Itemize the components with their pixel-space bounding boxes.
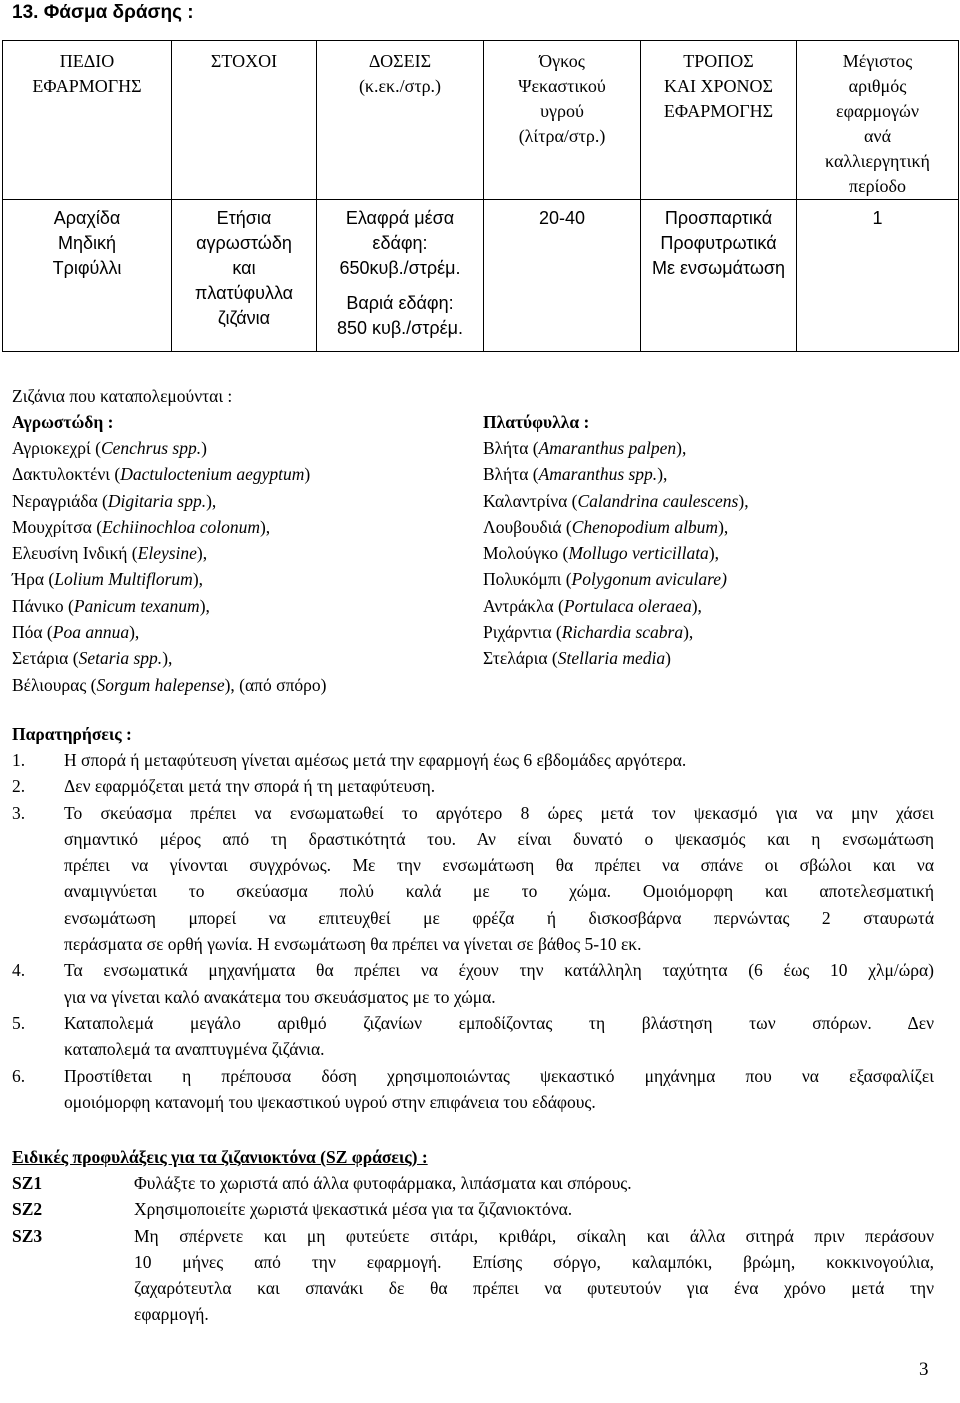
weed-common-name: Ριχάρντια ( <box>483 622 562 643</box>
weed-common-name: Πολυκόμπι ( <box>483 569 572 590</box>
weed-suffix: ), <box>199 595 210 616</box>
remarks-title: Παρατηρήσεις : <box>12 724 132 744</box>
weed-common-name: Στελάρια ( <box>483 648 558 669</box>
weed-latin-name: Lolium Multiflorum <box>54 569 193 590</box>
weed-latin-name: Panicum texanum <box>73 595 200 616</box>
weed-common-name: Αγριοκεχρί ( <box>12 438 101 458</box>
precautions-title: Ειδικές προφυλάξεις για τα ζιζανιοκτόνα (SZ φράσεις) : <box>12 1147 428 1167</box>
weed-common-name: Ήρα ( <box>12 569 55 590</box>
weed-common-name: Πόα ( <box>12 622 53 643</box>
weed-latin-name: Stellaria media <box>557 648 666 669</box>
item-text <box>64 957 934 1010</box>
item-text <box>134 1223 934 1328</box>
item-text <box>64 747 934 773</box>
remark-number: 3. <box>12 802 26 823</box>
weed-suffix: ), <box>676 438 687 458</box>
weed-latin-name: Richardia scabra <box>561 622 684 643</box>
list-item <box>12 566 326 592</box>
weed-common-name: Λουβουδιά ( <box>483 516 572 537</box>
header-targets: ΣΤΟΧΟΙ <box>172 41 317 200</box>
broadleaf-title: Πλατύφυλλα : <box>483 412 590 432</box>
weed-suffix: ), <box>718 516 729 537</box>
list-item <box>483 488 749 514</box>
weed-latin-name: Eleysine <box>137 543 197 564</box>
cell-doses <box>317 200 484 352</box>
page-number: 3 <box>919 1359 929 1380</box>
header-doses: ΔΟΣΕΙΣ (κ.εκ./στρ.) <box>317 41 484 200</box>
item-text <box>134 1170 934 1196</box>
remark-item <box>12 1063 934 1116</box>
text-line: 10 μήνες από την εφαρμογή. Επίσης σόργο, καλαμπόκι, βρώμη, κοκκινογούλια, <box>134 1251 934 1272</box>
weed-suffix: ), <box>259 516 271 537</box>
weed-common-name: Αντράκλα ( <box>483 595 564 616</box>
text-line: ενσωμάτωση μπορεί να επιτευχθεί με φρέζα ή δισκοσβάρνα περνώντας 2 σταυρωτά <box>64 907 934 928</box>
item-text <box>64 1010 934 1063</box>
item-text <box>64 800 934 958</box>
text-line: αναμιγνύεται το σκεύασμα πολύ καλά με το χώμα. Ομοιόμορφη και αποτελεσματική <box>64 881 934 902</box>
weed-latin-name: Mollugo verticillata <box>568 543 709 564</box>
text-line: πρέπει να γίνονται συγχρόνως. Με την ενσωμάτωση θα πρέπει να σπάνε οι σβώλοι και να <box>64 855 934 876</box>
cell-method: Προσπαρτικά Προφυτρωτικά Με ενσωμάτωση <box>641 200 797 352</box>
list-item <box>12 619 326 645</box>
weed-suffix: ) <box>304 464 311 485</box>
text-line: καταπολεμά τα αναπτυγμένα ζιζάνια. <box>64 1039 325 1060</box>
weed-common-name: Δακτυλοκτένι ( <box>12 464 121 485</box>
precaution-item <box>12 1170 934 1196</box>
precautions-list <box>12 1170 934 1328</box>
list-item <box>483 514 749 540</box>
list-item <box>12 461 326 487</box>
list-item <box>12 645 326 671</box>
text-line: Προστίθεται η πρέπουσα δόση χρησιμοποιώντας ψεκαστικό μηχάνημα που να εξασφαλίζει <box>64 1065 934 1086</box>
text-line: Το σκεύασμα πρέπει να ενσωματωθεί το αργότερο 8 ώρες μετά τον ψεκασμό για να μην χάσει <box>64 802 934 823</box>
weed-suffix: ), (από σπόρο) <box>224 674 327 695</box>
text-line: εφαρμογή. <box>134 1304 209 1325</box>
text-line: Φυλάξτε το χωριστά από άλλα φυτοφάρμακα, λιπάσματα και σπόρους. <box>134 1173 632 1193</box>
list-item <box>483 435 749 461</box>
list-item <box>12 514 326 540</box>
weeds-intro: Ζιζάνια που καταπολεμούνται : <box>12 386 233 406</box>
weed-suffix: ), <box>708 543 720 564</box>
cell-volume: 20-40 <box>484 200 641 352</box>
weed-common-name: Μουχρίτσα ( <box>12 516 103 537</box>
weed-suffix: ), <box>691 595 702 616</box>
dose-heavy: Βαριά εδάφη: 850 κυβ./στρέμ. <box>336 293 464 338</box>
header-method: ΤΡΟΠΟΣ ΚΑΙ ΧΡΟΝΟΣ ΕΦΑΡΜΟΓΗΣ <box>641 41 797 200</box>
list-item <box>483 645 749 671</box>
remark-number: 4. <box>12 960 26 981</box>
list-item <box>12 488 326 514</box>
weed-suffix: ) <box>665 648 671 669</box>
text-line: Δεν εφαρμόζεται μετά την σπορά ή τη μεταφύτευση. <box>64 776 436 797</box>
weed-common-name: Καλαντρίνα ( <box>483 490 578 511</box>
weed-common-name: Μολούγκο ( <box>483 543 569 564</box>
remark-item <box>12 1010 934 1063</box>
text-line: Χρησιμοποιείτε χωριστά ψεκαστικά μέσα για τα ζιζανιοκτόνα. <box>134 1199 573 1220</box>
weed-latin-name: Amaranthus spp. <box>538 464 658 485</box>
header-volume: Όγκος Ψεκαστικού υγρού (λίτρα/στρ.) <box>484 41 641 200</box>
list-item <box>483 619 749 645</box>
weed-suffix: ), <box>192 569 204 590</box>
list-item <box>12 435 326 461</box>
text-line: περάσματα σε ορθή γωνία. Η ενσωμάτωση θα πρέπει να γίνεται σε βάθος 5-10 εκ. <box>64 934 642 955</box>
weed-common-name: Πάνικο ( <box>12 595 74 616</box>
weed-common-name: Σετάρια ( <box>12 648 79 669</box>
precaution-code: SZ1 <box>12 1173 43 1193</box>
item-text <box>134 1196 934 1222</box>
weed-latin-name: Chenopodium album <box>571 516 719 537</box>
remark-number: 6. <box>12 1065 26 1086</box>
remark-number: 5. <box>12 1012 26 1033</box>
weed-latin-name: Dactuloctenium aegyptum <box>120 464 305 485</box>
weed-common-name: Ελευσίνη Ινδική ( <box>12 543 138 564</box>
text-line: για να γίνεται καλό ανακάτεμα του σκευάσματος με το χώμα. <box>64 986 496 1007</box>
item-text <box>64 773 934 799</box>
weed-latin-name: Cenchrus spp. <box>100 438 202 458</box>
text-line: ζαχαρότευτλα και σπανάκι δε θα πρέπει να φυτευτούν για ένα χρόνο μετά την <box>134 1278 934 1299</box>
weed-common-name: Βέλιουρας ( <box>12 674 97 695</box>
grass-title: Αγρωστώδη : <box>12 412 114 432</box>
weed-latin-name: Polygonum aviculare) <box>571 569 727 590</box>
weed-latin-name: Poa annua <box>52 622 130 643</box>
weed-suffix: ), <box>129 622 140 643</box>
weed-latin-name: Digitaria spp. <box>107 490 207 511</box>
weed-common-name: Νεραγριάδα ( <box>12 490 108 511</box>
weed-suffix: ), <box>206 490 217 511</box>
remarks-list <box>12 747 934 1115</box>
cell-max-apps: 1 <box>797 200 959 352</box>
header-field: ΠΕΔΙΟ ΕΦΑΡΜΟΓΗΣ <box>3 41 172 200</box>
text-line: Η σπορά ή μεταφύτευση γίνεται αμέσως μετά την εφαρμογή έως 6 εβδομάδες αργότερα. <box>64 750 687 770</box>
grass-weed-list <box>12 435 326 698</box>
weed-suffix: ), <box>738 490 749 511</box>
precaution-code: SZ3 <box>12 1225 43 1246</box>
text-line: ομοιόμορφη κατανομή του ψεκαστικού υγρού στην επιφάνεια του εδάφους. <box>64 1091 596 1112</box>
weed-common-name: Βλήτα ( <box>483 464 539 485</box>
list-item <box>12 672 326 698</box>
dose-light: Ελαφρά μέσα εδάφη: 650κυβ./στρέμ. <box>339 208 461 278</box>
precaution-item <box>12 1196 934 1222</box>
remark-item <box>12 800 934 958</box>
section-title: 13. Φάσμα δράσης : <box>12 2 194 23</box>
text-line: Καταπολεμά μεγάλο αριθμό ζιζανίων εμποδίζοντας τη βλάστηση των σπόρων. Δεν <box>64 1012 934 1033</box>
broadleaf-weed-list <box>483 435 749 672</box>
text-line: σημαντικό μέρος από τη δραστικότητά του. Αν είναι δυνατό ο ψεκασμός και η ενσωμάτωση <box>64 828 934 849</box>
weed-suffix: ), <box>196 543 208 564</box>
weed-latin-name: Calandrina caulescens <box>577 490 739 511</box>
weed-common-name: Βλήτα ( <box>483 438 539 458</box>
weed-latin-name: Amaranthus palpen <box>538 438 677 458</box>
table-row <box>3 200 959 352</box>
item-text <box>64 1063 934 1116</box>
table-header-row <box>3 41 959 200</box>
weed-latin-name: Sorgum halepense <box>96 674 225 695</box>
precaution-code: SZ2 <box>12 1199 43 1220</box>
header-max-apps: Μέγιστος αριθμός εφαρμογών ανά καλλιεργητική περίοδο <box>797 41 959 200</box>
remark-item <box>12 773 934 799</box>
weed-suffix: ), <box>657 464 668 485</box>
weed-suffix: ), <box>162 648 173 669</box>
action-spectrum-table <box>2 40 959 352</box>
remark-number: 1. <box>12 750 26 770</box>
list-item <box>483 566 749 592</box>
list-item <box>12 593 326 619</box>
remark-item <box>12 957 934 1010</box>
weed-suffix: ), <box>683 622 694 643</box>
weed-latin-name: Portulaca oleraea <box>563 595 692 616</box>
list-item <box>483 540 749 566</box>
list-item <box>483 593 749 619</box>
precaution-item <box>12 1223 934 1328</box>
weed-latin-name: Setaria spp. <box>78 648 163 669</box>
cell-targets: Ετήσια αγρωστώδη και πλατύφυλλα ζιζάνια <box>172 200 317 352</box>
cell-field: Αραχίδα Μηδική Τριφύλλι <box>3 200 172 352</box>
weed-suffix: ) <box>201 438 207 458</box>
weed-latin-name: Echiinochloa colonum <box>102 516 260 537</box>
list-item <box>12 540 326 566</box>
text-line: Τα ενσωματικά μηχανήματα θα πρέπει να έχουν την κατάλληλη ταχύτητα (6 έως 10 χλμ/ώρα) <box>64 960 934 981</box>
list-item <box>483 461 749 487</box>
remark-item <box>12 747 934 773</box>
remark-number: 2. <box>12 776 26 797</box>
text-line: Μη σπέρνετε και μη φυτεύετε σιτάρι, κριθάρι, σίκαλη και άλλα σιτηρά πριν περάσουν <box>134 1225 934 1246</box>
